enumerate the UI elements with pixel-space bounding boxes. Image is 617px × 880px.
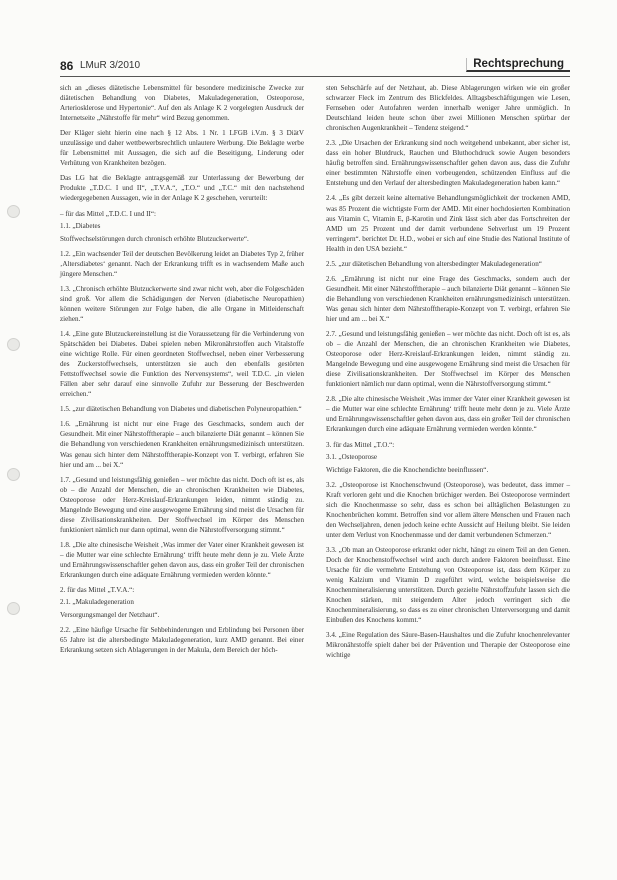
header-rule [60,76,570,77]
punch-hole [7,602,20,615]
section-title: Rechtsprechung [466,58,570,72]
journal-issue: LMuR 3/2010 [80,60,141,71]
paragraph: sten Sehschärfe auf der Netzhaut, ab. Diese Ablagerungen wirken wie ein großer schwarzer Fleck im Zentrum des Blickfeldes. Alltagsbeschäftigungen wie Lesen, Fernsehen oder Autofahren werden innerhalb weniger Jahre unmöglich. In Deutschland leiden heute schon über zwei Millionen Menschen spürbar der chronischen Augenkrankheit – Tendenz steigend.“ [326,84,570,133]
left-column [60,83,304,660]
paragraph: Versorgungsmangel der Netzhaut“. [60,611,160,620]
right-column [326,83,570,665]
paragraph: 2.7. „Gesund und leistungsfähig genießen – wer möchte das nicht. Doch oft ist es, als ob – die Anzahl der Menschen, die an chronischen Krankheiten wie Diabetes, Osteoporose oder Herz-Kreislauf-Erkrankungen leiden, nimmt ständig zu. Mangelnde Bewegung und eine ausgewogene Ernährung sind meist die Ursachen für diese Zivilisationskrankheiten. Der Stoffwechsel im Körper des Menschen funktioniert nämlich nur dann optimal, wenn die Nährstoffversorgung stimmt.“ [326,330,570,389]
paragraph: 1.5. „zur diätetischen Behandlung von Diabetes und diabetischen Polyneuropathien.“ [60,405,302,414]
paragraph: 3.2. „Osteoporose ist Knochenschwund (Osteoporose), was bedeutet, dass immer – Kraft verloren geht und die Knochen brüchiger werden. Bei Osteoporose vermindert sich die Knochenmasse so sehr, dass es schon bei alltäglichen Belastungen zu Knochenbrüchen kommt. Betroffen sind vor allem ältere Menschen und Frauen nach den Wechseljahren, denen jedoch keine echte Aussicht auf Heilung bleibt. Sie leiden unter dem Verlust von Knochenmasse und der damit verbundenen Schmerzen.“ [326,480,570,539]
paragraph: 2.3. „Die Ursachen der Erkrankung sind noch weitgehend unbekannt, aber sicher ist, dass ein hoher Blutdruck, Rauchen und Bluthochdruck sowie Augen besonders häufig betroffen sind. Ernährungswissenschaftler gehen davon aus, dass die Zufuhr einer bestimmten Nährstoffe einen vorbeugenden, schützenden Einfluss auf die Entstehung und den Verlauf der altersbedingten Makuladegeneration haben kann.“ [326,139,570,188]
paragraph: 2.6. „Ernährung ist nicht nur eine Frage des Geschmacks, sondern auch der Gesundheit. Mit einer Nährstofftherapie – auch bilanzierte Diät genannt – können Sie die Behandlung von verschiedenen Krankheiten ernährungsmedizinisch unterstützen. Was genau sich hinter dem Nährstofftherapie-Konzept von T. verbirgt, erfahren Sie hier und am ... bei X.“ [326,274,570,323]
punch-hole [7,338,20,351]
punch-hole [7,205,20,218]
paragraph: 1.2. „Ein wachsender Teil der deutschen Bevölkerung leidet an Diabetes Typ 2, früher ‚Altersdiabetes‘ genannt. Nach der Erkrankung trifft es in wachsendem Maße auch jüngere Menschen.“ [60,249,304,278]
subheading: – für das Mittel „T.D.C. I und II“: [60,209,157,218]
subheading: 3. für das Mittel „T.O.“: [326,440,395,449]
paragraph: 2.8. „Die alte chinesische Weisheit ‚Was immer der Vater einer Krankheit gewesen ist – die Mutter war eine schlechte Ernährung‘ trifft heute mehr denn je zu. Viele Ärzte und Ernährungswissenschaftler gehen davon aus, dass ein großer Teil der chronischen Erkrankungen durch eine adäquate Ernährung vermieden werden könnte.“ [326,395,570,434]
paragraph: 1.3. „Chronisch erhöhte Blutzuckerwerte sind zwar nicht weh, aber die Folgeschäden sind groß. Vor allem die Schädigungen der Nerven (diabetische Neuropathien) können weitere Störungen zur Folge haben, die alle Organe in Mitleidenschaft ziehen.“ [60,284,304,323]
paragraph: 2.4. „Es gibt derzeit keine alternative Behandlungsmöglichkeit der trockenen AMD, was 85 Prozent die wichtigste Form der AMD. Mit einer hochdosierten Kombination aus Vitamin C, Vitamin E, β-Karotin und Zink lässt sich aber das Fortschreiten der AMD um 25 Prozent und der damit verbundene Sehverlust um 19 Prozent verringern“. berichtet Dr. H.D., wobei er sich auf eine Studie des National Institute of Health in den USA bezieht.“ [326,194,570,253]
paragraph: Wichtige Faktoren, die die Knochendichte beeinflussen“. [326,465,489,474]
page-number: 86 [60,59,74,73]
list-item: 1.1. „Diabetes [60,221,101,230]
paragraph: Der Kläger sieht hierin eine nach § 12 Abs. 1 Nr. 1 LFGB i.V.m. § 3 DiätV unzulässige und daher wettbewerbsrechtlich unlautere Werbung. Die Beklagte werbe für Lebensmittel mit Aussagen, die sich auf die Beseitigung, Linderung oder Verhütung von Krankheiten bezögen. [60,129,304,168]
paragraph: Das LG hat die Beklagte antragsgemäß zur Unterlassung der Bewerbung der Produkte „T.D.C. I und II“, „T.V.A.“, „T.O.“ und „T.C.“ mit den nachstehend wiedergegebenen Aussagen, wie in der Anlage K 2 geschehen, verurteilt: [60,174,304,203]
paragraph: 1.6. „Ernährung ist nicht nur eine Frage des Geschmacks, sondern auch der Gesundheit. Mit einer Nährstofftherapie – auch bilanzierte Diät genannt – können Sie die Behandlung von verschiedenen Krankheiten ernährungsmedizinisch unterstützen. Was genau sich hinter dem Nährstofftherapie-Konzept von T. verbirgt, erfahren Sie hier und am ... bei X.“ [60,420,304,469]
punch-hole [7,468,20,481]
list-item: 2.1. „Makuladegeneration [60,598,134,607]
paragraph: 3.3. „Ob man an Osteoporose erkrankt oder nicht, hängt zu einem Teil an den Genen. Doch der Knochenstoffwechsel wird auch durch andere Faktoren beeinflusst. Eine Ursache für die vermehrte Entstehung von Osteoporose ist, dass dem Körper zu wenig Kalzium und Vitamin D zugeführt wird, welche beispielsweise die Knochenmineralisierung unterstützen. Durch gezielte Nährstoffzufuhr lassen sich die Knochen stärken, mit steigendem Alter jedoch verringert sich die Knochenmineralisierung, so dass es zu einer chronischen Unterversorgung und damit Einbußen des Knochens kommt.“ [326,545,570,625]
paragraph: Stoffwechselstörungen durch chronisch erhöhte Blutzuckerwerte“. [60,234,249,243]
paragraph: 2.5. „zur diätetischen Behandlung von altersbedingter Makuladegeneration“ [326,259,542,268]
paragraph: 1.4. „Eine gute Blutzuckereinstellung ist die Voraussetzung für die Verhinderung von Spätschäden bei Diabetes. Dabei spielen neben Mikronährstoffen auch Vitalstoffe eine wichtige Rolle. Für einen geordneten Stoffwechsel, neben einer Verbesserung des Zuckerstoffwechsels, unterstützen sie auch den ebenfalls gestörten Fettstoffwechsel sowie die Funktion des Nervensystems“, weil T.D.C. „in vielen Fällen aber sehr darauf eine sinnvolle Zufuhr zur Besserung der Beschwerden erreichen.“ [60,329,304,399]
paragraph: sich an „dieses diätetische Lebensmittel für besondere medizinische Zwecke zur diätetischen Behandlung von Diabetes, Makuladegeneration, Osteoporose, Arteriosklerose und Hypertonie“. Auf den als Anlage K 2 vorgelegten Ausdruck der Internetseite „Nährstoffe für mehr“ wird Bezug genommen. [60,84,304,123]
subheading: 2. für das Mittel „T.V.A.“: [60,586,135,595]
paragraph: 3.4. „Eine Regulation des Säure-Basen-Haushaltes und die Zufuhr knochenrelevanter Mikronährstoffe spielt daher bei der Prävention und Therapie der Osteoporose eine wichtige [326,631,570,660]
paragraph: 2.2. „Eine häufige Ursache für Sehbehinderungen und Erblindung bei Personen über 65 Jahre ist die altersbedingte Makuladegeneration, kurz AMD genannt. Bei einer Erkrankung setzen sich Ablagerungen in der Makula, dem Bereich der höch- [60,626,304,655]
paragraph: 1.7. „Gesund und leistungsfähig genießen – wer möchte das nicht. Doch oft ist es, als ob – die Anzahl der Menschen, die an chronischen Krankheiten wie Diabetes, Osteoporose oder Herz-Kreislauf-Erkrankungen leiden, nimmt ständig zu. Mangelnde Bewegung und eine ausgewogene Ernährung sind meist die Ursachen für diese Zivilisationskrankheiten. Der Stoffwechsel im Körper des Menschen funktioniert nämlich nur dann optimal, wenn die Nährstoffversorgung stimmt.“ [60,475,304,534]
paragraph: 1.8. „Die alte chinesische Weisheit ‚Was immer der Vater einer Krankheit gewesen ist – die Mutter war eine schlechte Ernährung‘ trifft heute mehr denn je zu. Viele Ärzte und Ernährungswissenschaftler gehen davon aus, dass ein großer Teil der chronischen Erkrankungen durch eine adäquate Ernährung vermieden werden könnte.“ [60,540,304,580]
list-item: 3.1. „Osteoporose [326,452,378,461]
